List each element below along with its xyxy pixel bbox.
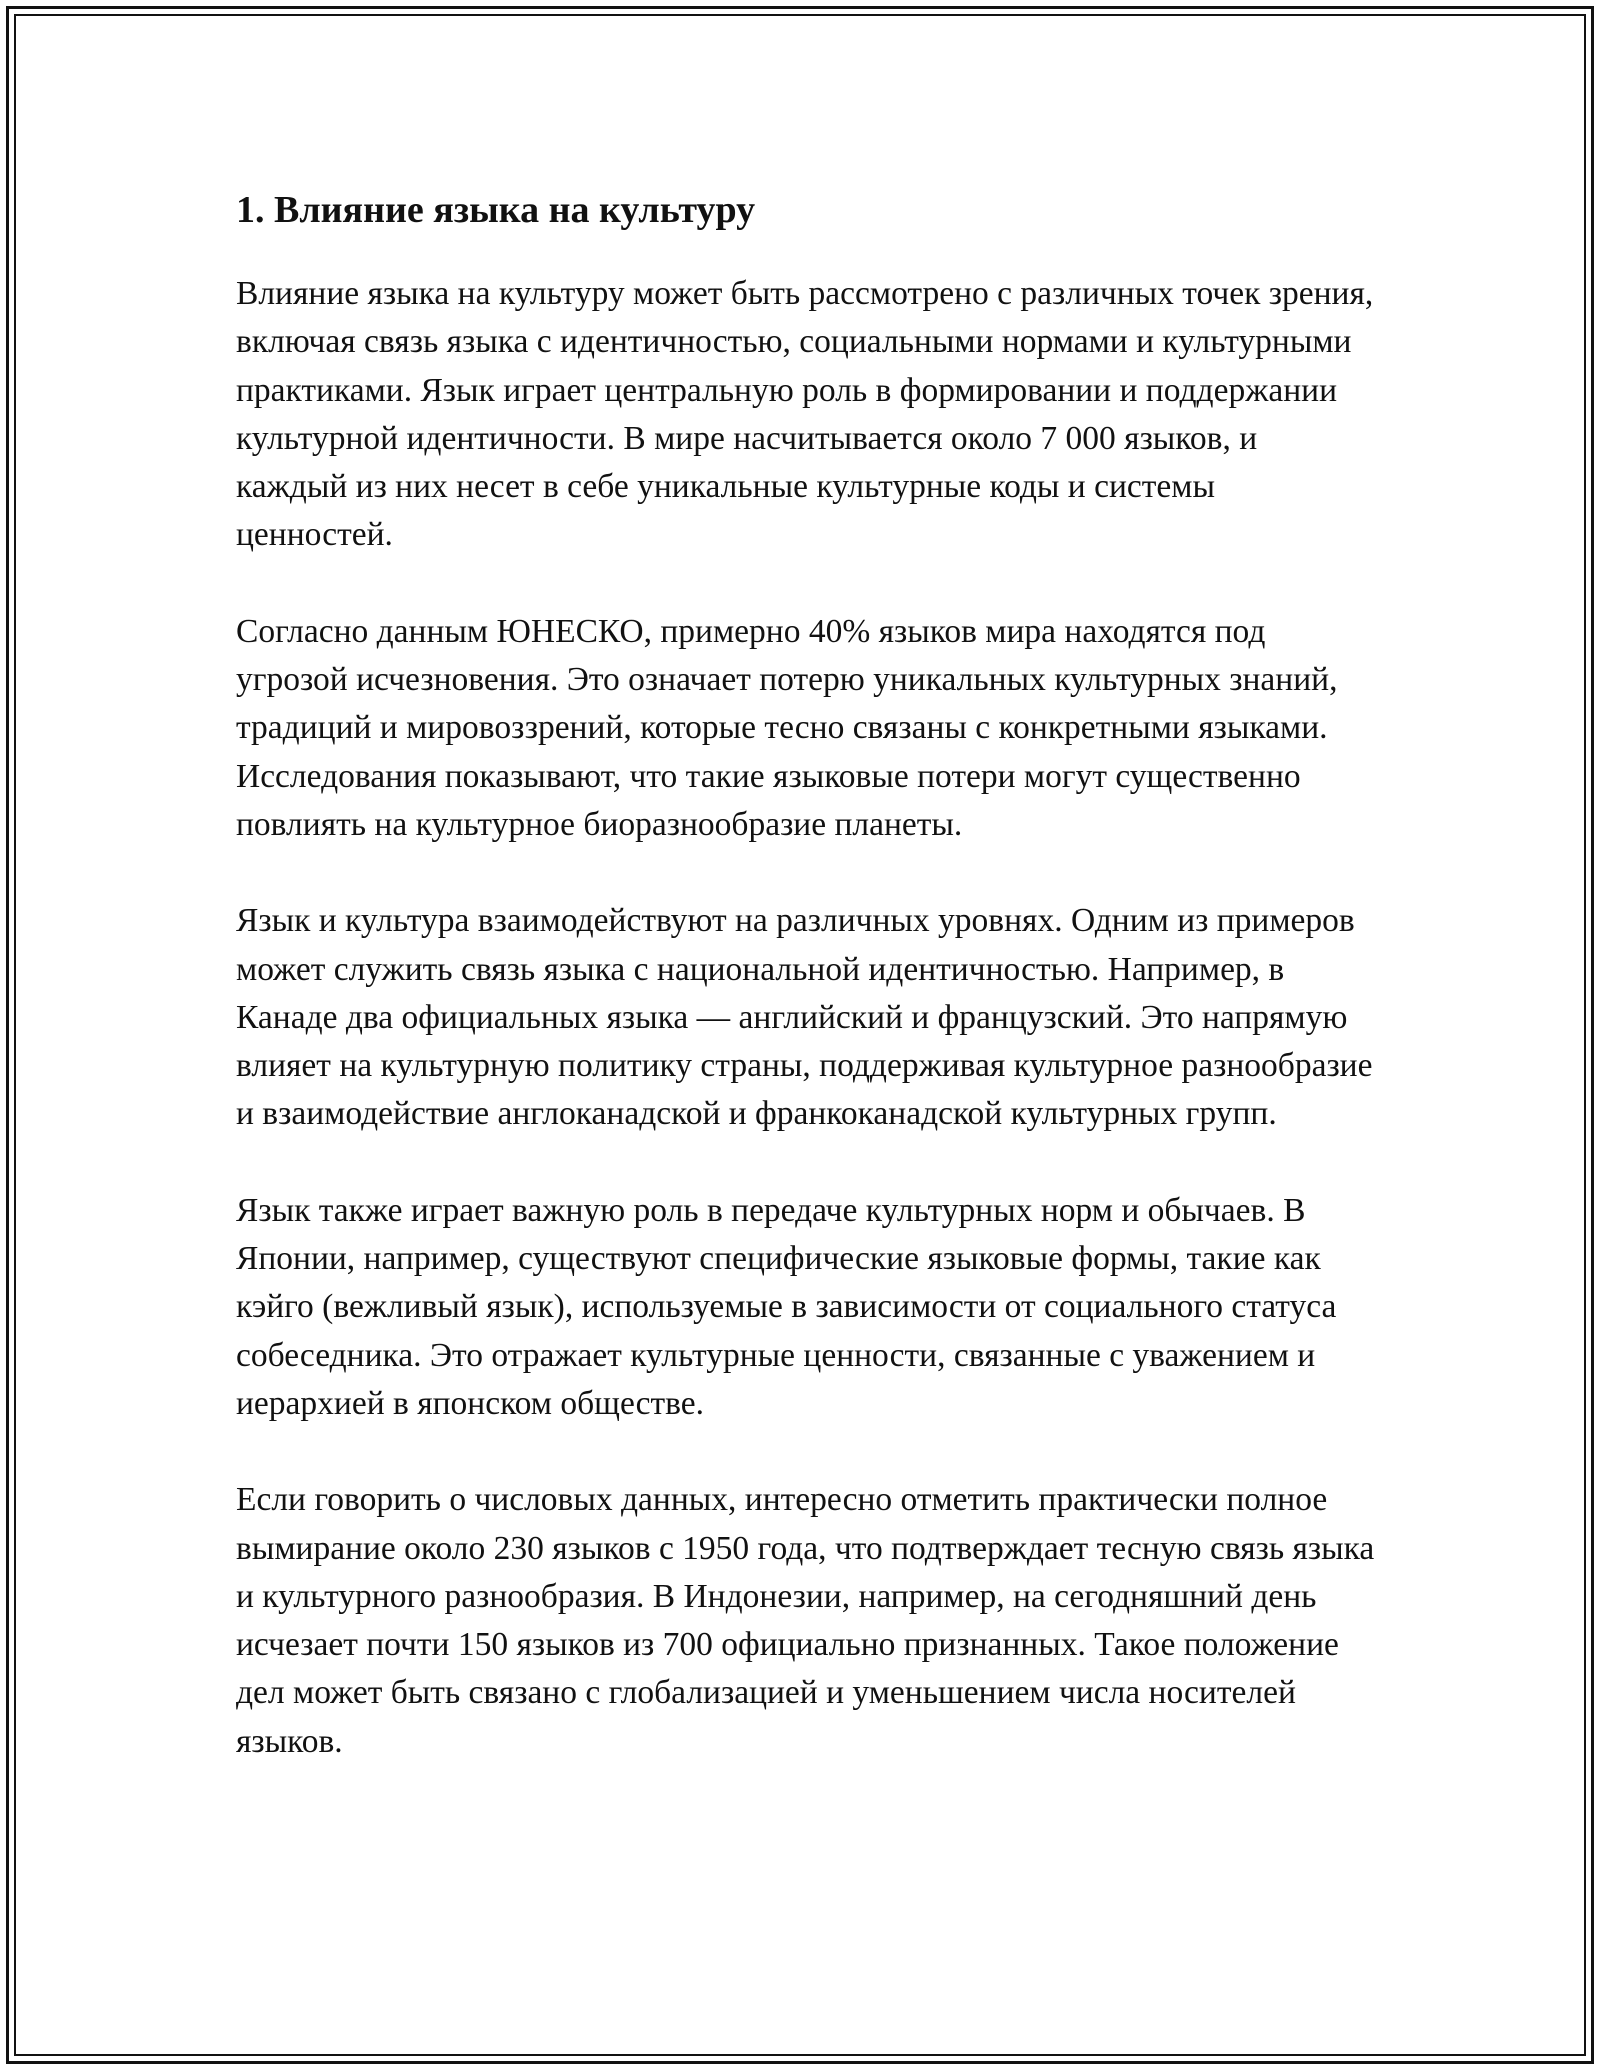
document-body [236, 186, 1376, 1766]
paragraph-language-identity: Влияние языка на культуру может быть рассмотрено с различных точек зрения, включая связь языка с идентичностью, социальными нормами и культурными практиками. Язык играет центральную роль в формировании и поддержании культурной идентичности. В мире насчитывается около 7 000 языков, и каждый из них несет в себе уникальные культурные коды и системы ценностей. [236, 275, 1374, 554]
paragraph-endangered-languages: Согласно данным ЮНЕСКО, примерно 40% языков мира находятся под угрозой исчезновения. Это означает потерю уникальных культурных знаний, традиций и мировоззрений, которые тесно связаны с конкретными языками. Исследования показывают, что такие языковые потери могут существенно повлиять на культурное биоразнообразие планеты. [236, 612, 1338, 843]
section-title: 1. Влияние языка на культуру [236, 189, 756, 231]
paragraph-canada-example: Язык и культура взаимодействуют на различных уровнях. Одним из примеров может служить связь языка с национальной идентичностью. Например, в Канаде два официальных языка — английский и французский. Это напрямую влияет на культурную политику страны, поддерживая культурное разнообразие и взаимодействие англоканадской и франкоканадской культурных групп. [236, 902, 1373, 1133]
paragraph-japan-example: Язык также играет важную роль в передаче культурных норм и обычаев. В Японии, например, существуют специфические языковые формы, такие как кэйго (вежливый язык), используемые в зависимости от социального статуса собеседника. Это отражает культурные ценности, связанные с уважением и иерархией в японском обществе. [236, 1191, 1337, 1422]
paragraph-numeric-data: Если говорить о числовых данных, интересно отметить практически полное вымирание около 230 языков с 1950 года, что подтверждает тесную связь языка и культурного разнообразия. В Индонезии, например, на сегодняшний день исчезает почти 150 языков из 700 официально признанных. Такое положение дел может быть связано с глобализацией и уменьшением числа носителей языков. [236, 1481, 1375, 1760]
